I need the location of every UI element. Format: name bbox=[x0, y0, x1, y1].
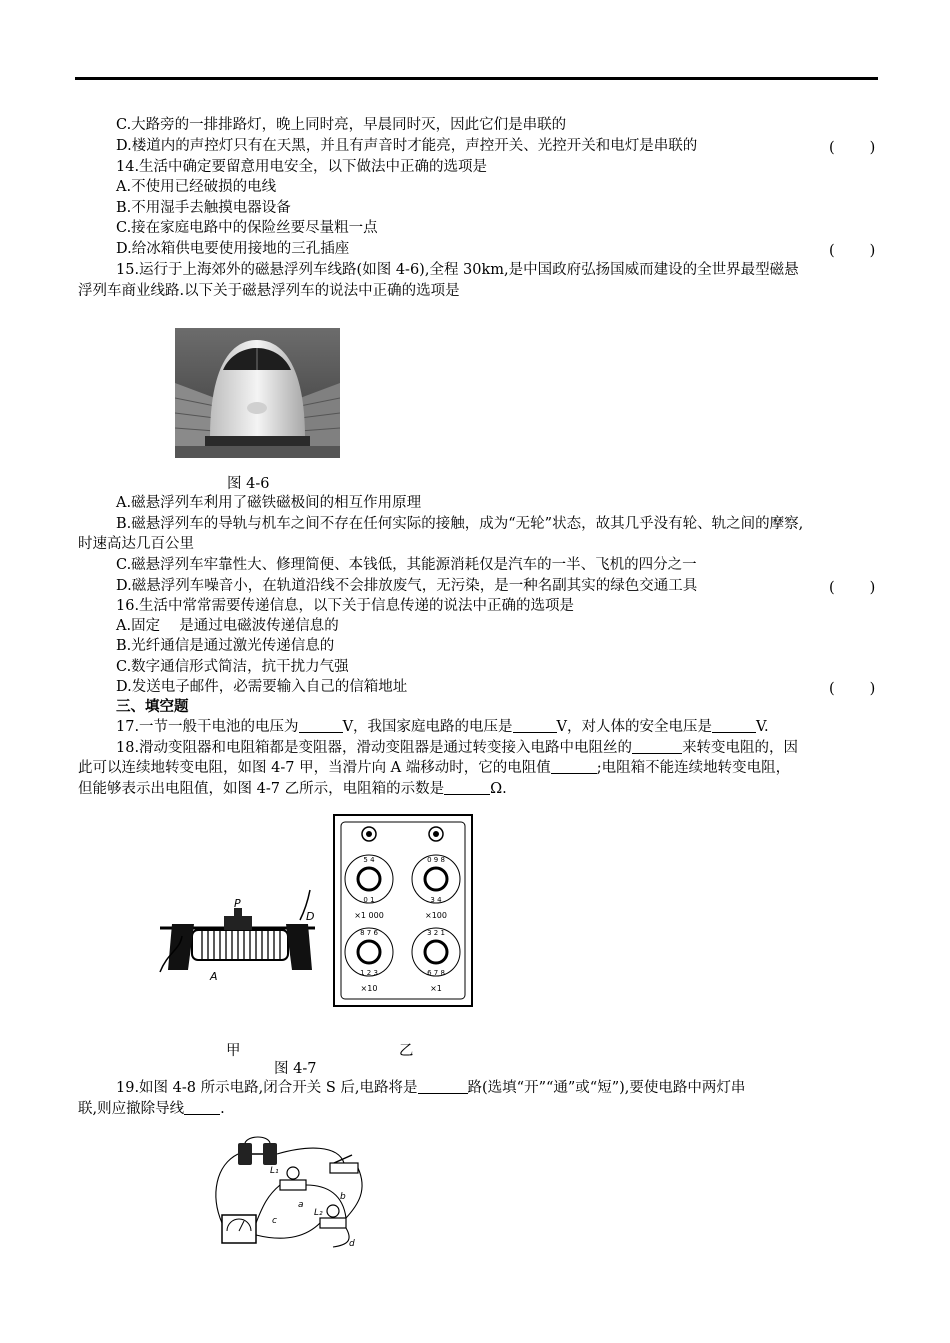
svg-text:0 1: 0 1 bbox=[363, 896, 375, 904]
svg-text:0 9 8: 0 9 8 bbox=[427, 856, 445, 864]
q15-option-d: D.磁悬浮列车噪音小，在轨道沿线不会排放废气，无污染，是一种名副其实的绿色交通工具 bbox=[116, 578, 698, 594]
q16-stem: 16.生活中常常需要传递信息，以下关于信息传递的说法中正确的选项是 bbox=[116, 598, 575, 614]
battery-1 bbox=[238, 1143, 252, 1165]
q17-blank-1[interactable] bbox=[299, 718, 343, 733]
q14-answer-bracket: ( ) bbox=[829, 243, 878, 259]
sliding-rheostat-figure bbox=[150, 880, 330, 990]
svg-text:3 4: 3 4 bbox=[430, 896, 442, 904]
q17-text-1: 17.一节一般干电池的电压为 bbox=[116, 719, 299, 735]
svg-text:6 7 8: 6 7 8 bbox=[427, 969, 445, 977]
q15-stem-line2: 浮列车商业线路.以下关于磁悬浮列车的说法中正确的选项是 bbox=[78, 283, 460, 299]
multiplier-x1000: ×1 000 bbox=[354, 911, 384, 920]
q18-blank-2[interactable] bbox=[551, 759, 597, 774]
figure-4-7-caption: 图 4-7 bbox=[274, 1061, 317, 1077]
rheostat-label-a: A bbox=[210, 970, 218, 983]
q14-option-c: C.接在家庭电路中的保险丝要尽量粗一点 bbox=[116, 220, 378, 236]
svg-text:1 2 3: 1 2 3 bbox=[360, 969, 378, 977]
q19-text-1a: 19.如图 4-8 所示电路,闭合开关 S 后,电路将是 bbox=[116, 1080, 418, 1096]
q14-option-d: D.给冰箱供电要使用接地的三孔插座 bbox=[116, 241, 350, 257]
svg-text:3 2 1: 3 2 1 bbox=[427, 929, 445, 937]
q16-option-d: D.发送电子邮件，必需要输入自己的信箱地址 bbox=[116, 679, 408, 695]
q19-text-2b: . bbox=[220, 1101, 225, 1117]
circuit-figure-4-8 bbox=[208, 1135, 368, 1250]
q15-option-c: C.磁悬浮列车牢靠性大、修理简便、本钱低，其能源消耗仅是汽车的一半、飞机的四分之一 bbox=[116, 557, 697, 573]
q13-answer-bracket: ( ) bbox=[829, 140, 878, 156]
svg-text:5 4: 5 4 bbox=[363, 856, 375, 864]
q13-option-c: C.大路旁的一排排路灯，晚上同时亮，早晨同时灭，因此它们是串联的 bbox=[116, 117, 567, 133]
q14-stem: 14.生活中确定要留意用电安全，以下做法中正确的选项是 bbox=[116, 159, 488, 175]
q16-option-b: B.光纤通信是通过激光传递信息的 bbox=[116, 638, 335, 654]
q17-line bbox=[116, 717, 769, 737]
q17-text-2: V，我国家庭电路的电压是 bbox=[342, 719, 513, 735]
circuit-label-c: c bbox=[272, 1216, 277, 1226]
q19-line1 bbox=[116, 1078, 745, 1098]
figure-4-7-label-yi: 乙 bbox=[399, 1043, 414, 1059]
q17-text-4: V. bbox=[756, 719, 769, 735]
q18-text-1b: 来转变电阻的，因 bbox=[682, 740, 799, 756]
q15-option-a: A.磁悬浮列车利用了磁铁磁极间的相互作用原理 bbox=[116, 495, 422, 511]
switch-s bbox=[330, 1163, 358, 1173]
figure-4-7-label-jia: 甲 bbox=[226, 1043, 241, 1059]
q15-option-b-line2: 时速高达几百公里 bbox=[78, 536, 194, 552]
multiplier-x100: ×100 bbox=[425, 911, 447, 920]
q19-blank-1[interactable] bbox=[418, 1079, 468, 1094]
rheostat-label-p: P bbox=[234, 897, 241, 910]
q19-line2 bbox=[78, 1099, 225, 1119]
q18-text-1a: 18.滑动变阻器和电阻箱都是变阻器，滑动变阻器是通过转变接入电路中电阻丝的 bbox=[116, 740, 633, 756]
q15-option-b-line1: B.磁悬浮列车的导轨与机车之间不存在任何实际的接触，成为“无轮”状态，故其几乎没有轮、轨之间的摩察, bbox=[116, 516, 804, 532]
circuit-label-a: a bbox=[298, 1200, 304, 1210]
q18-text-2b: ;电阻箱不能连续地转变电阻， bbox=[596, 760, 791, 776]
circuit-label-l2: L₂ bbox=[314, 1208, 323, 1218]
q19-blank-2[interactable] bbox=[184, 1100, 220, 1115]
q15-stem-line1: 15.运行于上海郊外的磁悬浮列车线路(如图 4-6),全程 30km,是中国政府弘扬国威而建设的全世界最型磁悬 bbox=[116, 262, 799, 278]
circuit-label-l1: L₁ bbox=[270, 1166, 279, 1176]
q19-text-2a: 联,则应撤除导线 bbox=[78, 1101, 185, 1117]
q14-option-b: B.不用湿手去触摸电器设备 bbox=[116, 200, 291, 216]
q17-blank-3[interactable] bbox=[712, 718, 756, 733]
bulb-l1 bbox=[287, 1167, 299, 1179]
q18-blank-1[interactable] bbox=[632, 739, 682, 754]
rheostat-label-d: D bbox=[306, 910, 315, 923]
bulb-l2 bbox=[327, 1205, 339, 1217]
multiplier-x10: ×10 bbox=[360, 984, 378, 993]
q18-line1 bbox=[116, 738, 798, 758]
q13-option-d: D.楼道内的声控灯只有在天黑，并且有声音时才能亮，声控开关、光控开关和电灯是串联的 bbox=[116, 138, 698, 154]
circuit-label-d: d bbox=[349, 1239, 355, 1249]
resistance-box-figure bbox=[333, 814, 473, 1007]
header-rule bbox=[75, 77, 878, 80]
q18-line2 bbox=[78, 758, 790, 778]
figure-4-6-caption: 图 4-6 bbox=[227, 476, 270, 492]
q16-option-c: C.数字通信形式简洁，抗干扰力气强 bbox=[116, 659, 349, 675]
q18-text-2a: 此可以连续地转变电阻，如图 4-7 甲，当滑片向 A 端移动时，它的电阻值 bbox=[78, 760, 551, 776]
maglev-train-photo bbox=[175, 328, 340, 458]
q18-text-3b: Ω. bbox=[490, 781, 507, 797]
q18-blank-3[interactable] bbox=[444, 780, 490, 795]
q15-answer-bracket: ( ) bbox=[829, 580, 878, 596]
q16-option-a: A.固定 是通过电磁波传递信息的 bbox=[116, 618, 339, 634]
section-3-title: 三、填空题 bbox=[116, 698, 189, 715]
q18-text-3a: 但能够表示出电阻值，如图 4-7 乙所示，电阻箱的示数是 bbox=[78, 781, 445, 797]
q17-blank-2[interactable] bbox=[513, 718, 557, 733]
q19-text-1b: 路(选填“开”“通”或“短”),要使电路中两灯串 bbox=[467, 1080, 746, 1096]
multiplier-x1: ×1 bbox=[430, 984, 442, 993]
q16-answer-bracket: ( ) bbox=[829, 681, 878, 697]
circuit-label-b: b bbox=[340, 1192, 346, 1202]
q14-option-a: A.不使用已经破损的电线 bbox=[116, 179, 277, 195]
svg-text:8 7 6: 8 7 6 bbox=[360, 929, 378, 937]
q18-line3 bbox=[78, 779, 507, 799]
q17-text-3: V，对人体的安全电压是 bbox=[556, 719, 713, 735]
battery-2 bbox=[263, 1143, 277, 1165]
